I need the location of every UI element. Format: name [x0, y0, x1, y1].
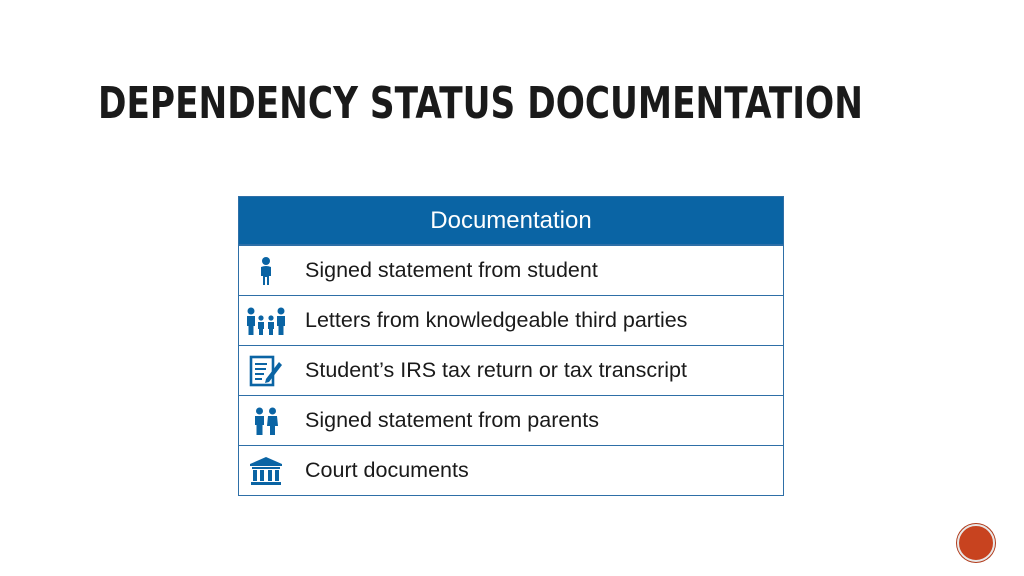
tax-document-icon [239, 346, 293, 395]
row-label: Court documents [305, 458, 469, 482]
parents-icon [239, 396, 293, 445]
table-row [239, 395, 783, 445]
row-label: Letters from knowledgeable third parties [305, 308, 688, 332]
table-row [239, 345, 783, 395]
table-row [239, 445, 783, 495]
slide-number-badge [957, 524, 995, 562]
table-row [239, 295, 783, 345]
documentation-table [238, 196, 784, 496]
courthouse-icon [239, 446, 293, 495]
row-label: Signed statement from parents [305, 408, 599, 432]
family-icon [239, 296, 293, 345]
row-label: Student’s IRS tax return or tax transcript [305, 358, 687, 382]
table-header: Documentation [239, 197, 783, 245]
row-label: Signed statement from student [305, 258, 598, 282]
table-row [239, 245, 783, 295]
person-icon [239, 246, 293, 295]
slide-title: DEPENDENCY STATUS DOCUMENTATION [98, 78, 863, 129]
